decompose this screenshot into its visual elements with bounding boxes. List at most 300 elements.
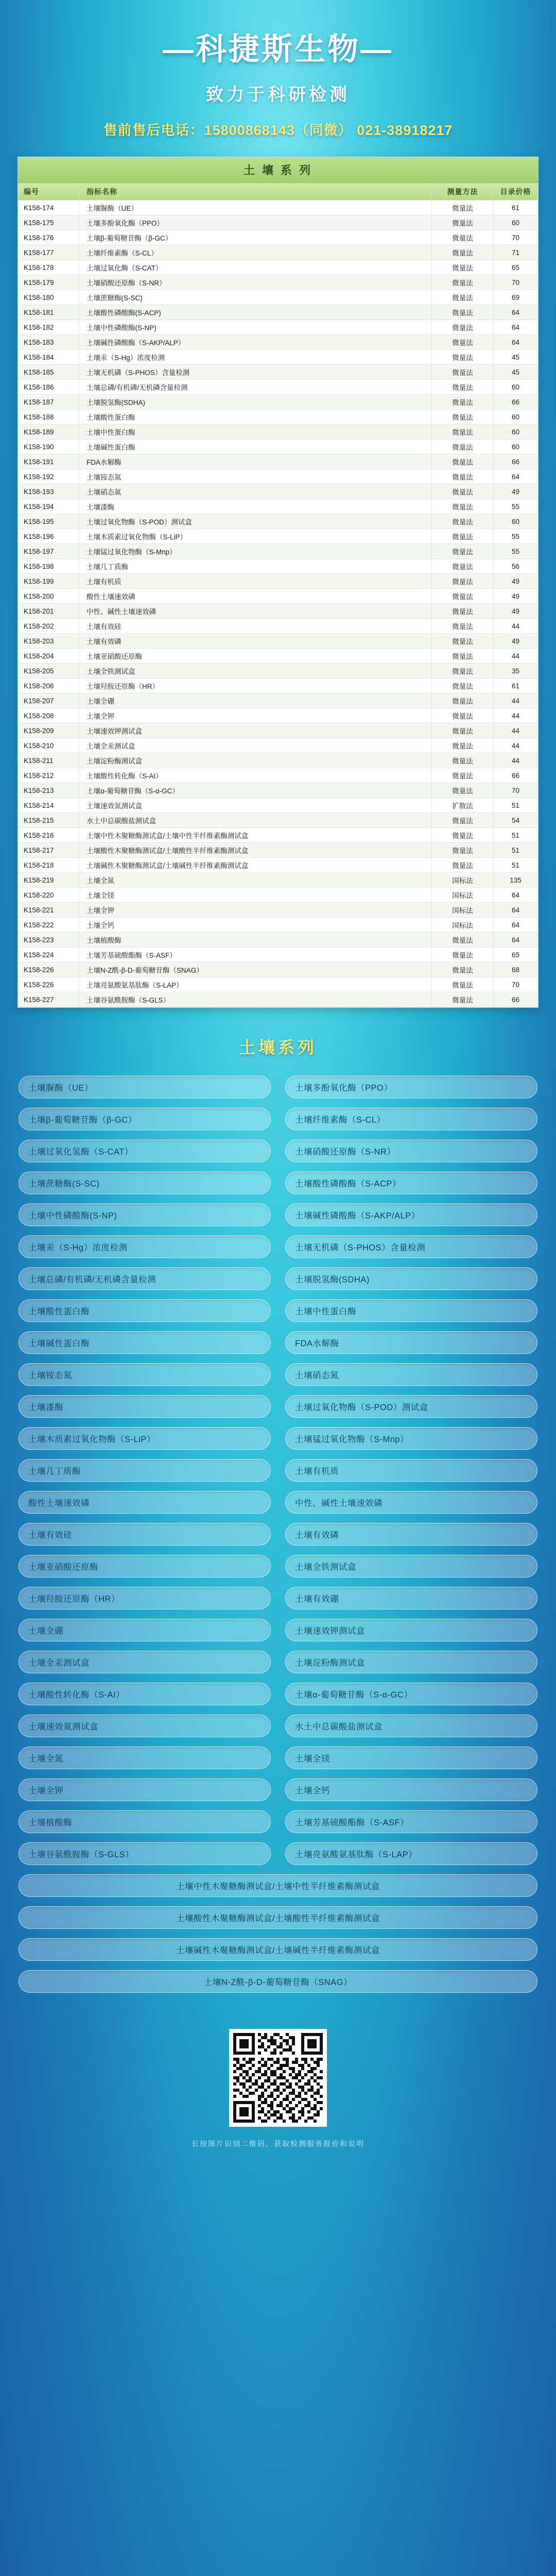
price-table	[18, 183, 538, 1007]
cell-code: K158-226	[19, 977, 79, 992]
cell-name: 土壤亮氨酸氨基肽酶（S-LAP）	[79, 977, 432, 992]
cell-method: 微量法	[432, 290, 494, 305]
table-row	[19, 335, 538, 350]
table-row	[19, 723, 538, 738]
cell-name: 土壤漆酶	[79, 499, 432, 514]
cell-method: 微量法	[432, 439, 494, 454]
cell-method: 微量法	[432, 723, 494, 738]
product-pill[interactable]: 土壤碱性磷酸酶（S-AKP/ALP）	[285, 1204, 537, 1226]
cell-code: K158-202	[19, 619, 79, 634]
table-row	[19, 873, 538, 888]
cell-price: 55	[494, 499, 538, 514]
cell-name: 土壤硝态氮	[79, 484, 432, 499]
table-row	[19, 664, 538, 679]
table-row	[19, 738, 538, 753]
product-pill[interactable]: 土壤全硼	[19, 1619, 271, 1641]
table-row	[19, 753, 538, 768]
cell-name: 土壤纤维素酶（S-CL）	[79, 245, 432, 260]
cell-name: 土壤α-葡萄糖苷酶（S-α-GC）	[79, 783, 432, 798]
cell-price: 51	[494, 843, 538, 858]
cell-name: 土壤硝酸还原酶（S-NR）	[79, 275, 432, 290]
cell-code: K158-214	[19, 798, 79, 813]
cell-code: K158-183	[19, 335, 79, 350]
section-title: 土壤系列	[238, 1038, 317, 1057]
cell-method: 微量法	[432, 977, 494, 992]
cell-name: 土壤脱氢酶(SDHA)	[79, 395, 432, 410]
cell-code: K158-177	[19, 245, 79, 260]
cell-method: 微量法	[432, 305, 494, 320]
cell-name: 土壤植酸酶	[79, 933, 432, 947]
product-pill[interactable]: 土壤蔗糖酶(S-SC)	[19, 1172, 271, 1194]
table-row	[19, 469, 538, 484]
product-pill[interactable]: 土壤酸性磷酸酶（S-ACP）	[285, 1172, 537, 1194]
cell-name: 土壤中性蛋白酶	[79, 425, 432, 439]
product-pill[interactable]: 土壤植酸酶	[19, 1810, 271, 1833]
product-pill[interactable]: 土壤全镁	[285, 1747, 537, 1769]
table-row	[19, 813, 538, 828]
cell-name: 土壤酸性磷酸酶(S-ACP)	[79, 305, 432, 320]
cell-code: K158-193	[19, 484, 79, 499]
cell-code: K158-209	[19, 723, 79, 738]
table-row	[19, 992, 538, 1007]
cell-name: 土壤有机质	[79, 574, 432, 589]
cell-code: K158-181	[19, 305, 79, 320]
cell-code: K158-207	[19, 693, 79, 708]
table-row	[19, 200, 538, 215]
price-table-card	[18, 157, 538, 1008]
product-pill[interactable]: 土壤中性磷酸酶(S-NP)	[19, 1204, 271, 1226]
cell-price: 65	[494, 260, 538, 275]
cell-name: 土壤全钙	[79, 918, 432, 933]
cell-method: 微量法	[432, 828, 494, 843]
table-row	[19, 439, 538, 454]
table-row	[19, 798, 538, 813]
cell-code: K158-212	[19, 768, 79, 783]
table-row	[19, 604, 538, 619]
table-row	[19, 410, 538, 425]
product-pill[interactable]: 土壤过氧化氢酶（S-CAT）	[19, 1140, 271, 1162]
table-row	[19, 933, 538, 947]
table-row	[19, 888, 538, 903]
cell-name: 土壤全镁	[79, 888, 432, 903]
table-row	[19, 918, 538, 933]
cell-name: 土壤有效磷	[79, 634, 432, 649]
cell-code: K158-179	[19, 275, 79, 290]
table-row	[19, 783, 538, 798]
cell-code: K158-220	[19, 888, 79, 903]
column-header-price: 目录价格	[494, 183, 538, 200]
cell-method: 微量法	[432, 395, 494, 410]
cell-name: 土壤速效氮测试盒	[79, 798, 432, 813]
cell-name: 土壤全钾	[79, 708, 432, 723]
cell-name: 土壤酸性转化酶（S-AI）	[79, 768, 432, 783]
cell-method: 微量法	[432, 410, 494, 425]
product-pill[interactable]: 土壤速效钾测试盒	[285, 1619, 537, 1641]
cell-code: K158-203	[19, 634, 79, 649]
cell-method: 微量法	[432, 679, 494, 693]
cell-code: K158-195	[19, 514, 79, 529]
cell-code: K158-182	[19, 320, 79, 335]
cell-code: K158-218	[19, 858, 79, 873]
page-subtitle: 致力于科研检测	[206, 85, 350, 105]
cell-name: 土壤汞（S-Hg）浓度检测	[79, 350, 432, 365]
cell-name: 土壤蔗糖酶(S-SC)	[79, 290, 432, 305]
cell-code: K158-184	[19, 350, 79, 365]
cell-name: 土壤铵态氮	[79, 469, 432, 484]
table-body	[19, 200, 538, 1007]
cell-price: 45	[494, 350, 538, 365]
cell-name: 土壤无机磷（S-PHOS）含量检测	[79, 365, 432, 380]
product-pill[interactable]: 土壤全钾	[19, 1778, 271, 1801]
product-pill[interactable]: 土壤碱性蛋白酶	[19, 1331, 271, 1354]
cell-method: 微量法	[432, 380, 494, 395]
product-pill-grid	[19, 1076, 537, 1993]
cell-name: 土壤N-Z酰-β-D-葡萄糖苷酶（SNAG）	[79, 962, 432, 977]
cell-price: 60	[494, 380, 538, 395]
cell-code: K158-190	[19, 439, 79, 454]
cell-method: 微量法	[432, 200, 494, 215]
cell-code: K158-188	[19, 410, 79, 425]
table-row	[19, 858, 538, 873]
table-row	[19, 574, 538, 589]
qr-caption: 长按图片识别二维码，获取检测服务报价和说明	[192, 2140, 364, 2148]
cell-price: 44	[494, 693, 538, 708]
table-row	[19, 768, 538, 783]
product-pill[interactable]: 土壤中性蛋白酶	[285, 1299, 537, 1322]
cell-name: 土壤总磷/有机磷/无机磷含量检测	[79, 380, 432, 395]
product-pill[interactable]: 土壤淀粉酶测试盒	[285, 1651, 537, 1673]
table-row	[19, 245, 538, 260]
table-header-row	[19, 183, 538, 200]
cell-price: 56	[494, 559, 538, 574]
cell-code: K158-222	[19, 918, 79, 933]
contact-phone: 售前售后电话：15800868143（同微） 021-38918217	[103, 123, 453, 138]
cell-code: K158-178	[19, 260, 79, 275]
cell-code: K158-180	[19, 290, 79, 305]
cell-name: 土壤过氧化酶（S-CAT）	[79, 260, 432, 275]
cell-price: 45	[494, 365, 538, 380]
product-pill[interactable]: 土壤脲酶（UE）	[19, 1076, 271, 1098]
cell-price: 61	[494, 679, 538, 693]
cell-price: 64	[494, 903, 538, 918]
cell-method: 微量法	[432, 335, 494, 350]
product-pill[interactable]: FDA水解酶	[285, 1331, 537, 1354]
cell-method: 国标法	[432, 888, 494, 903]
table-row	[19, 290, 538, 305]
table-row	[19, 395, 538, 410]
product-pill-wide[interactable]: 土壤中性木聚糖酶测试盒/土壤中性半纤维素酶测试盒	[19, 1874, 537, 1897]
product-pill[interactable]: 土壤锰过氧化物酶（S-Mnp）	[285, 1427, 537, 1450]
product-pill[interactable]: 土壤酸性转化酶（S-AI）	[19, 1683, 271, 1705]
product-pill[interactable]: 土壤亮氨酸氨基肽酶（S-LAP）	[285, 1842, 537, 1865]
column-header-name: 指标名称	[79, 183, 432, 200]
cell-name: 土壤木质素过氧化物酶（S-LiP）	[79, 529, 432, 544]
column-header-code: 编号	[19, 183, 79, 200]
table-row	[19, 365, 538, 380]
product-pill[interactable]: 土壤有效硼	[285, 1587, 537, 1609]
product-pill[interactable]: 土壤过氧化物酶（S-POD）测试盒	[285, 1395, 537, 1418]
product-pill[interactable]: 土壤多酚氧化酶（PPO）	[285, 1076, 537, 1098]
product-pill[interactable]: 酸性土壤速效磷	[19, 1491, 271, 1514]
cell-code: K158-199	[19, 574, 79, 589]
product-pill[interactable]: 土壤速效氮测试盒	[19, 1715, 271, 1737]
cell-price: 70	[494, 230, 538, 245]
table-title: 土 壤 系 列	[18, 157, 538, 183]
cell-code: K158-213	[19, 783, 79, 798]
cell-method: 微量法	[432, 634, 494, 649]
cell-method: 微量法	[432, 664, 494, 679]
cell-method: 微量法	[432, 469, 494, 484]
product-pill[interactable]: 土壤全钙	[285, 1778, 537, 1801]
cell-method: 微量法	[432, 260, 494, 275]
table-row	[19, 260, 538, 275]
cell-code: K158-210	[19, 738, 79, 753]
table-row	[19, 559, 538, 574]
cell-price: 49	[494, 574, 538, 589]
cell-method: 国标法	[432, 903, 494, 918]
cell-name: 土壤中性木聚糖酶测试盒/土壤中性半纤维素酶测试盒	[79, 828, 432, 843]
cell-code: K158-224	[19, 947, 79, 962]
cell-code: K158-215	[19, 813, 79, 828]
cell-method: 微量法	[432, 230, 494, 245]
cell-method: 微量法	[432, 499, 494, 514]
product-pill[interactable]: 水土中总碳酸盐测试盒	[285, 1715, 537, 1737]
cell-price: 44	[494, 619, 538, 634]
cell-method: 微量法	[432, 559, 494, 574]
product-pill[interactable]: 土壤总磷/有机磷/无机磷含量检测	[19, 1267, 271, 1290]
cell-code: K158-189	[19, 425, 79, 439]
cell-method: 微量法	[432, 529, 494, 544]
cell-price: 66	[494, 454, 538, 469]
cell-method: 微量法	[432, 738, 494, 753]
product-pill[interactable]: 土壤漆酶	[19, 1395, 271, 1418]
cell-code: K158-194	[19, 499, 79, 514]
cell-price: 44	[494, 649, 538, 664]
cell-code: K158-197	[19, 544, 79, 559]
cell-name: 土壤几丁质酶	[79, 559, 432, 574]
cell-method: 微量法	[432, 320, 494, 335]
cell-name: 土壤多酚氧化酶（PPO）	[79, 215, 432, 230]
product-pill-wide[interactable]: 土壤酸性木聚糖酶测试盒/土壤酸性半纤维素酶测试盒	[19, 1906, 537, 1929]
cell-method: 微量法	[432, 425, 494, 439]
cell-method: 微量法	[432, 365, 494, 380]
cell-name: 中性、碱性土壤速效磷	[79, 604, 432, 619]
cell-price: 60	[494, 425, 538, 439]
cell-price: 44	[494, 753, 538, 768]
qr-code-graphic	[233, 2033, 323, 2123]
table-row	[19, 679, 538, 693]
cell-code: K158-192	[19, 469, 79, 484]
product-pill[interactable]: 土壤硝酸还原酶（S-NR）	[285, 1140, 537, 1162]
cell-method: 微量法	[432, 275, 494, 290]
table-row	[19, 589, 538, 604]
table-row	[19, 425, 538, 439]
cell-method: 微量法	[432, 753, 494, 768]
cell-name: 土壤酸性蛋白酶	[79, 410, 432, 425]
cell-price: 55	[494, 529, 538, 544]
cell-name: 土壤β-葡萄糖苷酶（β-GC）	[79, 230, 432, 245]
product-pill[interactable]: 土壤有效磷	[285, 1523, 537, 1546]
cell-code: K158-204	[19, 649, 79, 664]
table-row	[19, 305, 538, 320]
table-row	[19, 634, 538, 649]
cell-code: K158-223	[19, 933, 79, 947]
cell-price: 44	[494, 738, 538, 753]
product-pill[interactable]: 土壤羟胺还原酶（HR）	[19, 1587, 271, 1609]
table-row	[19, 215, 538, 230]
cell-code: K158-201	[19, 604, 79, 619]
cell-name: 土壤全汞测试盒	[79, 738, 432, 753]
cell-price: 60	[494, 215, 538, 230]
product-pill[interactable]: 土壤几丁质酶	[19, 1459, 271, 1482]
cell-price: 60	[494, 514, 538, 529]
cell-name: 土壤羟胺还原酶（HR）	[79, 679, 432, 693]
table-row	[19, 843, 538, 858]
cell-name: 土壤脲酶（UE）	[79, 200, 432, 215]
table-row	[19, 529, 538, 544]
cell-name: 土壤碱性磷酸酶（S-AKP/ALP）	[79, 335, 432, 350]
cell-price: 64	[494, 320, 538, 335]
cell-price: 64	[494, 305, 538, 320]
product-pill[interactable]: 土壤亚硝酸还原酶	[19, 1555, 271, 1578]
cell-method: 微量法	[432, 245, 494, 260]
cell-method: 微量法	[432, 484, 494, 499]
table-row	[19, 708, 538, 723]
cell-method: 国标法	[432, 873, 494, 888]
table-row	[19, 903, 538, 918]
cell-method: 微量法	[432, 544, 494, 559]
product-pill[interactable]: 土壤芳基硫酸酯酶（S-ASF）	[285, 1810, 537, 1833]
cell-code: K158-226	[19, 962, 79, 977]
cell-price: 70	[494, 783, 538, 798]
product-pill[interactable]: 土壤全汞测试盒	[19, 1651, 271, 1673]
cell-name: 土壤碱性木聚糖酶测试盒/土壤碱性半纤维素酶测试盒	[79, 858, 432, 873]
table-row	[19, 693, 538, 708]
table-row	[19, 649, 538, 664]
cell-price: 49	[494, 604, 538, 619]
table-row	[19, 499, 538, 514]
product-pill[interactable]: 土壤全氮	[19, 1747, 271, 1769]
product-pill-wide[interactable]: 土壤N-Z酰-β-D-葡萄糖苷酶（SNAG）	[19, 1970, 537, 1993]
cell-method: 微量法	[432, 843, 494, 858]
cell-name: 土壤有效硅	[79, 619, 432, 634]
cell-price: 61	[494, 200, 538, 215]
cell-method: 微量法	[432, 708, 494, 723]
cell-price: 69	[494, 290, 538, 305]
cell-name: FDA水解酶	[79, 454, 432, 469]
cell-code: K158-211	[19, 753, 79, 768]
cell-method: 微量法	[432, 604, 494, 619]
cell-code: K158-208	[19, 708, 79, 723]
cell-method: 微量法	[432, 589, 494, 604]
cell-price: 44	[494, 708, 538, 723]
cell-price: 49	[494, 589, 538, 604]
cell-code: K158-205	[19, 664, 79, 679]
table-row	[19, 828, 538, 843]
cell-price: 51	[494, 798, 538, 813]
cell-method: 微量法	[432, 514, 494, 529]
cell-name: 土壤芳基硫酸酯酶（S-ASF）	[79, 947, 432, 962]
cell-price: 44	[494, 723, 538, 738]
cell-code: K158-196	[19, 529, 79, 544]
cell-code: K158-175	[19, 215, 79, 230]
cell-price: 60	[494, 439, 538, 454]
cell-code: K158-227	[19, 992, 79, 1007]
cell-method: 微量法	[432, 619, 494, 634]
cell-price: 64	[494, 469, 538, 484]
cell-name: 土壤酸性木聚糖酶测试盒/土壤酸性半纤维素酶测试盒	[79, 843, 432, 858]
cell-name: 土壤全铁测试盒	[79, 664, 432, 679]
cell-code: K158-216	[19, 828, 79, 843]
table-row	[19, 230, 538, 245]
product-pill[interactable]: 土壤纤维素酶（S-CL）	[285, 1108, 537, 1130]
cell-code: K158-219	[19, 873, 79, 888]
product-pill[interactable]: 土壤有效硅	[19, 1523, 271, 1546]
cell-price: 54	[494, 813, 538, 828]
product-pill[interactable]: 土壤全铁测试盒	[285, 1555, 537, 1578]
product-pill[interactable]: 土壤铵态氮	[19, 1363, 271, 1386]
product-pill[interactable]: 土壤β-葡萄糖苷酶（β-GC）	[19, 1108, 271, 1130]
cell-name: 土壤锰过氧化物酶（S-Mnp）	[79, 544, 432, 559]
cell-price: 66	[494, 768, 538, 783]
cell-method: 微量法	[432, 768, 494, 783]
table-row	[19, 514, 538, 529]
cell-name: 酸性土壤速效磷	[79, 589, 432, 604]
cell-name: 水土中总碳酸盐测试盒	[79, 813, 432, 828]
product-pill-wide[interactable]: 土壤碱性木聚糖酶测试盒/土壤碱性半纤维素酶测试盒	[19, 1938, 537, 1961]
cell-price: 135	[494, 873, 538, 888]
cell-method: 微量法	[432, 962, 494, 977]
cell-price: 60	[494, 410, 538, 425]
product-pill[interactable]: 土壤谷氨酰胺酶（S-GLS）	[19, 1842, 271, 1865]
table-row	[19, 484, 538, 499]
cell-name: 土壤中性磷酸酶(S-NP)	[79, 320, 432, 335]
table-row	[19, 619, 538, 634]
cell-method: 微量法	[432, 649, 494, 664]
cell-code: K158-187	[19, 395, 79, 410]
table-head	[19, 183, 538, 200]
table-row	[19, 380, 538, 395]
cell-code: K158-221	[19, 903, 79, 918]
product-pill[interactable]: 土壤酸性蛋白酶	[19, 1299, 271, 1322]
cell-price: 64	[494, 918, 538, 933]
cell-method: 国标法	[432, 918, 494, 933]
qr-code-icon[interactable]	[229, 2029, 327, 2127]
table-row	[19, 977, 538, 992]
product-pill[interactable]: 土壤无机磷（S-PHOS）含量检测	[285, 1235, 537, 1258]
product-pill[interactable]: 中性、碱性土壤速效磷	[285, 1491, 537, 1514]
cell-name: 土壤淀粉酶测试盒	[79, 753, 432, 768]
product-pill[interactable]: 土壤硝态氮	[285, 1363, 537, 1386]
product-pill[interactable]: 土壤α-葡萄糖苷酶（S-α-GC）	[285, 1683, 537, 1705]
cell-code: K158-191	[19, 454, 79, 469]
product-pill[interactable]: 土壤有机质	[285, 1459, 537, 1482]
cell-price: 64	[494, 335, 538, 350]
brand-title: —科捷斯生物—	[163, 32, 393, 66]
cell-price: 51	[494, 858, 538, 873]
product-pill[interactable]: 土壤木质素过氧化物酶（S-LiP）	[19, 1427, 271, 1450]
product-pill[interactable]: 土壤汞（S-Hg）浓度检测	[19, 1235, 271, 1258]
product-pill[interactable]: 土壤脱氢酶(SDHA)	[285, 1267, 537, 1290]
table-row	[19, 320, 538, 335]
cell-method: 微量法	[432, 813, 494, 828]
cell-name: 土壤速效钾测试盒	[79, 723, 432, 738]
table-row	[19, 275, 538, 290]
cell-method: 微量法	[432, 693, 494, 708]
cell-method: 微量法	[432, 454, 494, 469]
cell-price: 66	[494, 992, 538, 1007]
cell-method: 微量法	[432, 858, 494, 873]
